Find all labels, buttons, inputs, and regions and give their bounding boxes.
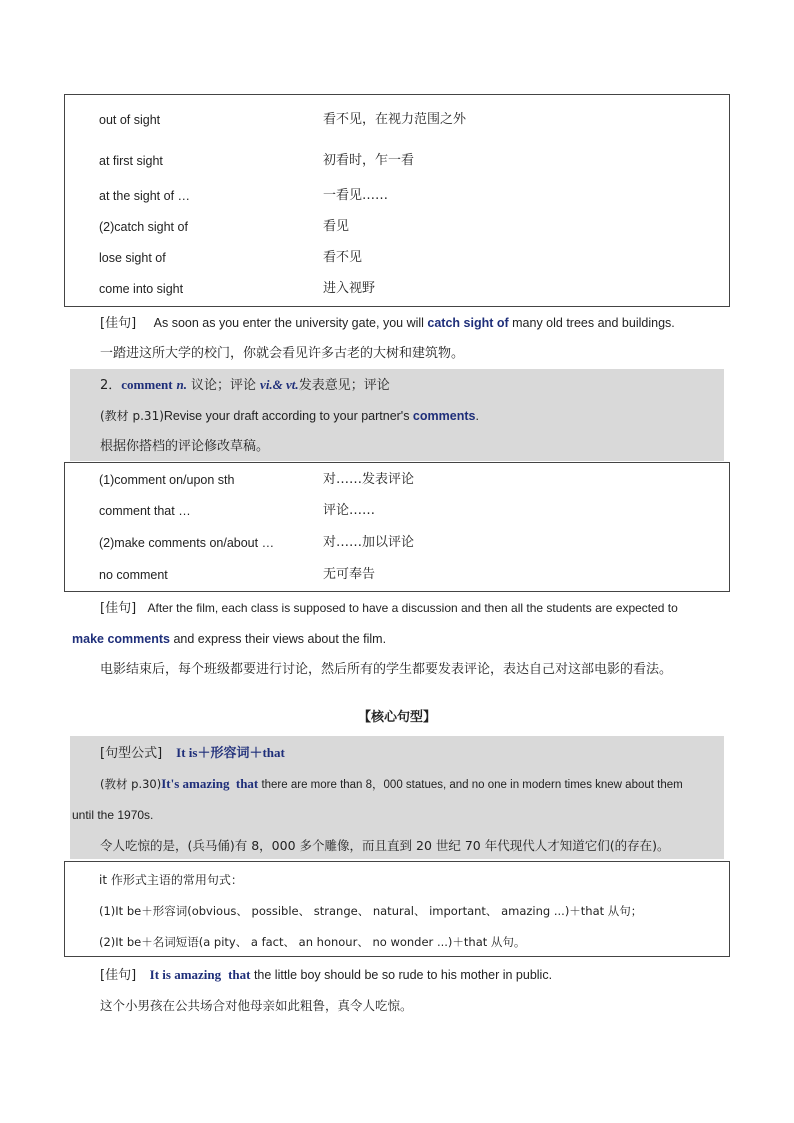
example-text: the little boy should be so rude to his mother in public.	[250, 968, 553, 982]
table-row	[65, 185, 729, 207]
table-row	[65, 109, 729, 131]
example-tag: [佳句]	[100, 601, 137, 616]
part-of-speech: vi.& vt.	[260, 377, 299, 392]
phrase-zh: 进入视野	[323, 281, 376, 296]
phrase-zh: 看不见，在视力范围之外	[323, 112, 467, 127]
example-keyword: that	[228, 967, 251, 982]
table-row	[65, 532, 729, 554]
pattern-tag: [句型公式]	[100, 746, 163, 761]
table-row	[65, 278, 729, 300]
phrase-en: (2)make comments on/about …	[99, 536, 275, 550]
phrase-zh: 评论……	[323, 503, 376, 518]
table-row	[65, 500, 729, 522]
example-translation: 这个小男孩在公共场合对他母亲如此粗鲁，真令人吃惊。	[100, 998, 413, 1013]
example-text-before: As soon as you enter the university gate, you will	[153, 316, 428, 330]
example-translation: 电影结束后，每个班级都要进行讨论，然后所有的学生都要发表评论，表达自己对这部电影的看法。	[100, 662, 673, 677]
example-tag: [佳句]	[100, 968, 137, 983]
textbook-source: (教材 p.30)	[100, 777, 162, 791]
definition: 议论；评论	[191, 378, 257, 393]
sentence-before: Revise your draft according to your partner's	[163, 409, 413, 423]
note-line: (2)It be＋名词短语(a pity、 a fact、 an honour、 no wonder ...)＋that 从句。	[99, 935, 526, 949]
phrase-en: come into sight	[99, 282, 184, 296]
textbook-translation: 根据你搭档的评论修改草稿。	[100, 439, 270, 454]
example-tag: [佳句]	[100, 316, 137, 331]
table-row	[65, 469, 729, 491]
pattern-formula	[100, 743, 285, 764]
example-sentence	[100, 313, 675, 334]
example-keyword: make comments	[72, 632, 170, 646]
pattern-sentence-cont: until the 1970s.	[72, 808, 154, 822]
table-row	[65, 216, 729, 238]
word-number: 2．	[100, 378, 122, 393]
phrase-en: out of sight	[99, 113, 161, 127]
usage-note-box	[64, 861, 730, 957]
phrase-zh: 初看时，乍一看	[323, 153, 415, 168]
textbook-sentence	[100, 406, 479, 426]
phrase-en: at the sight of …	[99, 189, 191, 203]
phrase-table-comment	[64, 462, 730, 592]
textbook-source: (教材 p.31)	[100, 409, 164, 423]
pattern-sentence	[100, 774, 722, 795]
example-keyword: catch sight of	[427, 316, 509, 330]
phrase-en: (1)comment on/upon sth	[99, 473, 235, 487]
section-heading: 【核心句型】	[357, 710, 436, 725]
phrase-zh: 看见	[323, 219, 350, 234]
example-sentence	[100, 598, 722, 619]
definition: 发表意见；评论	[298, 378, 390, 393]
phrase-table-sight	[64, 94, 730, 307]
word-entry-heading	[100, 375, 390, 396]
table-row	[65, 564, 729, 586]
example-text-line1: After the film, each class is supposed to have a discussion and then all the students are expected to	[147, 601, 678, 615]
pattern-translation: 令人吃惊的是，(兵马俑)有 8，000 多个雕像，而且直到 20 世纪 70 年代现代人才知道它们(的存在)。	[100, 838, 670, 853]
phrase-en: (2)catch sight of	[99, 220, 188, 234]
formula-text: It is＋形容词＋that	[176, 745, 285, 760]
example-sentence	[100, 965, 552, 986]
example-text-after: many old trees and buildings.	[508, 316, 675, 330]
phrase-en: lose sight of	[99, 251, 166, 265]
sentence-keyword: that	[235, 776, 259, 791]
phrase-en: comment that …	[99, 504, 191, 518]
example-keyword: It is amazing	[149, 967, 222, 982]
phrase-zh: 看不见	[323, 250, 363, 265]
note-title: it 作形式主语的常用句式：	[99, 873, 243, 887]
headword: comment	[121, 377, 173, 392]
sentence-text: there are more than 8，000 statues, and no one in modern times knew about them	[258, 779, 683, 791]
phrase-en: no comment	[99, 568, 168, 582]
table-row	[65, 150, 729, 172]
example-translation: 一踏进这所大学的校门，你就会看见许多古老的大树和建筑物。	[100, 346, 465, 361]
phrase-zh: 一看见……	[323, 188, 389, 203]
phrase-en: at first sight	[99, 154, 163, 168]
table-row	[65, 247, 729, 269]
phrase-zh: 对……发表评论	[323, 472, 415, 487]
example-text-line2: and express their views about the film.	[169, 632, 387, 646]
phrase-zh: 对……加以评论	[323, 535, 415, 550]
phrase-zh: 无可奉告	[323, 567, 376, 582]
sentence-keyword: It's amazing	[161, 776, 230, 791]
sentence-after: .	[475, 409, 479, 423]
example-sentence-cont	[72, 629, 386, 649]
part-of-speech: n.	[176, 377, 188, 392]
note-line: (1)It be＋形容词(obvious、 possible、 strange、 natural、 important、 amazing ...)＋that 从句；	[99, 904, 643, 918]
sentence-keyword: comments	[412, 409, 476, 423]
